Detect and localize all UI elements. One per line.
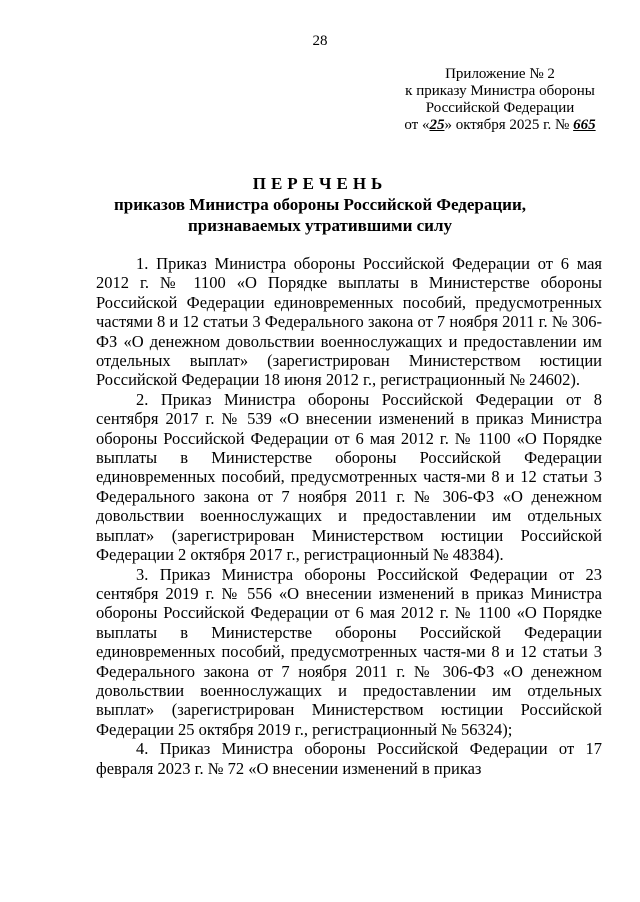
handwritten-day: 25 <box>429 117 445 133</box>
appendix-line: Российской Федерации <box>425 100 575 116</box>
date-prefix: от « <box>404 117 430 133</box>
list-item: 3. Приказ Министра обороны Российской Федерации от 23 сентября 2019 г. № 556 «О внесении изменений в приказ Министра обороны Российской Федерации от 6 мая 2012 г. № 1100 «О Порядке выплаты в Министерстве обороны Российской Федерации единовременных пособий, предусмотренных частя-ми 8 и 12 статьи 3 Федерального закона от 7 ноября 2011 г. № 306-ФЗ «О денежном довольствии военнослужащих и предоставлении им отдельных выплат» (зарегистрирован Министерством юстиции Российской Федерации 25 октября 2019 г., регистрационный № 56324); <box>96 564 602 739</box>
appendix-date-line <box>380 117 620 134</box>
appendix-header <box>380 66 620 134</box>
appendix-line: Приложение № 2 <box>445 66 555 82</box>
title-block <box>0 174 640 236</box>
document-subtitle: приказов Министра обороны Российской Федерации, <box>113 195 527 214</box>
list-item: 1. Приказ Министра обороны Российской Федерации от 6 мая 2012 г. № 1100 «О Порядке выплаты в Министерстве обороны Российской Федерации единовременных пособий, предусмотренных частями 8 и 12 статьи 3 Федерального закона от 7 ноября 2011 г. № 306-ФЗ «О денежном довольствии военнослужащих и предоставлении им отдельных выплат» (зарегистрирован Министерством юстиции Российской Федерации 18 июня 2012 г., регистрационный № 24602). <box>96 254 602 390</box>
document-body <box>96 254 602 778</box>
document-title: ПЕРЕЧЕНЬ <box>252 174 388 193</box>
list-item: 2. Приказ Министра обороны Российской Федерации от 8 сентября 2017 г. № 539 «О внесении изменений в приказ Министра обороны Российской Федерации от 6 мая 2012 г. № 1100 «О Порядке выплаты в Министерстве обороны Российской Федерации единовременных пособий, предусмотренных частя-ми 8 и 12 статьи 3 Федерального закона от 7 ноября 2011 г. № 306-ФЗ «О денежном довольствии военнослужащих и предоставлении им отдельных выплат» (зарегистрирован Министерством юстиции Российской Федерации 2 октября 2017 г., регистрационный № 48384). <box>96 389 602 565</box>
list-item: 4. Приказ Министра обороны Российской Федерации от 17 февраля 2023 г. № 72 «О внесении изменений в приказ <box>96 739 602 778</box>
date-middle: » октября 2025 г. № <box>444 117 574 133</box>
handwritten-number: 665 <box>573 117 596 133</box>
document-subtitle: признаваемых утратившими силу <box>187 216 453 235</box>
page-number: 28 <box>312 33 328 49</box>
appendix-line: к приказу Министра обороны <box>405 83 595 99</box>
